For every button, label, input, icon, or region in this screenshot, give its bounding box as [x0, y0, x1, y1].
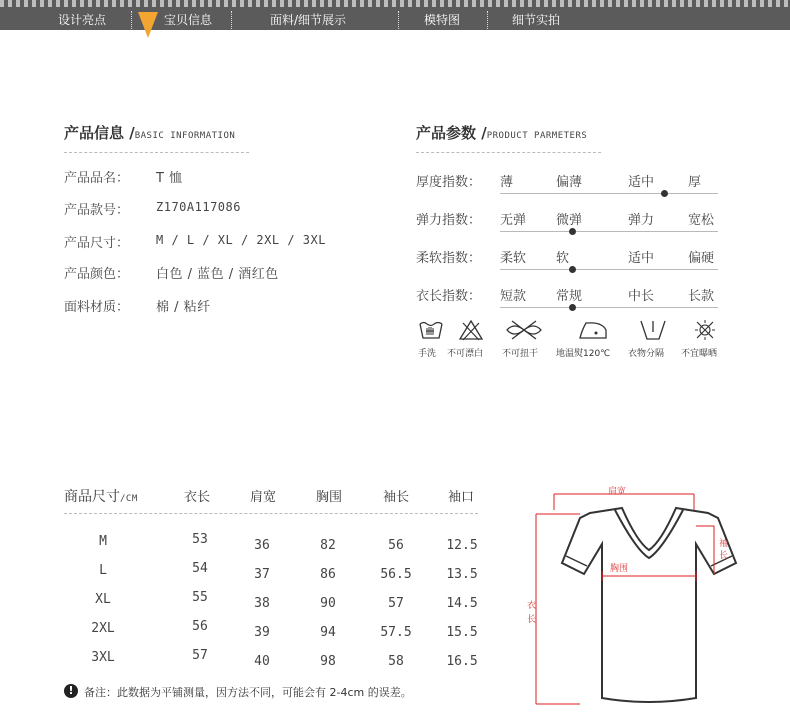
size-table-header: 衣长 — [184, 490, 211, 505]
no-bleach-icon — [458, 318, 484, 342]
scale-option: 长款 — [688, 289, 715, 304]
scale-indicator — [569, 304, 576, 311]
no-sun-icon — [692, 318, 718, 342]
tab-fabric-details[interactable]: 面料/细节展示 — [270, 13, 347, 27]
size-cell: 36 — [254, 538, 270, 553]
body-length-label-1: 衣 — [527, 601, 537, 611]
tab-divider — [398, 11, 399, 29]
scale-option: 弹力 — [628, 213, 655, 228]
info-label: 面料材质： — [64, 300, 130, 315]
tab-divider — [487, 11, 488, 29]
sleeve-length-label-1: 袖 — [719, 539, 729, 549]
tab-design-highlights[interactable]: 设计亮点 — [58, 13, 107, 27]
size-cell: 40 — [254, 654, 270, 669]
scale-label: 衣长指数： — [416, 289, 482, 304]
scale-option: 无弹 — [500, 213, 527, 228]
size-cell: 86 — [320, 567, 336, 582]
size-cell: 13.5 — [446, 567, 478, 582]
scale-track — [500, 269, 718, 270]
size-table-header: 袖长 — [383, 490, 410, 505]
info-label: 产品款号： — [64, 203, 130, 218]
scale-track — [500, 307, 718, 308]
scale-label: 弹力指数： — [416, 213, 482, 228]
size-table-header: 肩宽 — [250, 490, 277, 505]
hand-wash-icon — [418, 318, 444, 342]
scale-option: 中长 — [628, 289, 655, 304]
size-cell: 53 — [192, 532, 208, 547]
scale-option: 宽松 — [688, 213, 715, 228]
size-cell: 15.5 — [446, 625, 478, 640]
care-label: 不可扭干 — [502, 349, 539, 359]
size-cell: 57.5 — [380, 625, 412, 640]
scale-option: 适中 — [628, 175, 655, 190]
product-params-title: 产品参数 / — [416, 124, 487, 142]
size-cell: 90 — [320, 596, 336, 611]
scale-indicator — [569, 266, 576, 273]
chest-label: 胸围 — [610, 564, 629, 574]
size-table-header: 袖口 — [448, 490, 475, 505]
care-instructions — [416, 318, 736, 360]
body-length-label-2: 长 — [527, 615, 537, 625]
size-cell: 94 — [320, 625, 336, 640]
care-label: 手洗 — [418, 349, 437, 359]
size-cell: 14.5 — [446, 596, 478, 611]
size-label: M — [99, 534, 107, 549]
scale-label: 厚度指数： — [416, 175, 482, 190]
scale-option: 偏硬 — [688, 251, 715, 266]
info-label: 产品颜色： — [64, 267, 130, 282]
size-label: XL — [95, 592, 111, 607]
nav-decorative-border — [0, 0, 790, 7]
size-cell: 12.5 — [446, 538, 478, 553]
scale-option: 薄 — [500, 175, 514, 190]
sleeve-length-label-2: 长 — [719, 551, 729, 561]
divider — [64, 152, 249, 153]
size-cell: 82 — [320, 538, 336, 553]
tshirt-outline — [518, 478, 788, 708]
wash-separately-icon — [638, 318, 668, 342]
size-table-unit: /CM — [120, 494, 138, 504]
size-cell: 37 — [254, 567, 270, 582]
tab-model-photos[interactable]: 模特图 — [424, 13, 461, 27]
scale-option: 短款 — [500, 289, 527, 304]
care-label: 不宜曝晒 — [681, 349, 718, 359]
measurement-note: 备注：此数据为平铺测量，因方法不同，可能会有 2-4cm 的误差。 — [84, 686, 412, 699]
info-value: M / L / XL / 2XL / 3XL — [156, 233, 326, 247]
divider — [416, 152, 601, 153]
product-info-heading — [64, 122, 235, 143]
info-label: 产品尺寸： — [64, 236, 130, 251]
size-cell: 58 — [388, 654, 404, 669]
tab-divider — [131, 11, 132, 29]
care-label: 衣物分隔 — [628, 349, 665, 359]
shoulder-width-label: 肩宽 — [608, 487, 627, 497]
size-label: L — [99, 563, 107, 578]
product-params-heading — [416, 122, 587, 143]
info-value: T 恤 — [156, 171, 183, 186]
scale-track — [500, 193, 718, 194]
scale-option: 偏薄 — [556, 175, 583, 190]
info-value: Z170A117086 — [156, 200, 241, 214]
care-label: 地温熨120℃ — [556, 349, 611, 359]
size-cell: 56 — [192, 619, 208, 634]
product-info-title: 产品信息 / — [64, 124, 135, 142]
scale-option: 柔软 — [500, 251, 527, 266]
info-label: 产品品名： — [64, 171, 130, 186]
size-cell: 39 — [254, 625, 270, 640]
tshirt-measurement-diagram — [518, 478, 788, 708]
product-info-subtitle: BASIC INFORMATION — [134, 131, 236, 141]
scale-option: 厚 — [688, 175, 702, 190]
product-params-subtitle: PRODUCT PARMETERS — [486, 131, 588, 141]
care-label: 不可漂白 — [447, 349, 484, 359]
size-cell: 57 — [192, 648, 208, 663]
size-table-title-group — [64, 486, 138, 506]
tab-divider — [231, 11, 232, 29]
scale-option: 适中 — [628, 251, 655, 266]
size-cell: 16.5 — [446, 654, 478, 669]
scale-option: 软 — [556, 251, 570, 266]
size-table-header: 胸围 — [316, 490, 343, 505]
size-label: 2XL — [91, 621, 115, 636]
size-cell: 57 — [388, 596, 404, 611]
size-label: 3XL — [91, 650, 115, 665]
size-cell: 56.5 — [380, 567, 412, 582]
size-cell: 55 — [192, 590, 208, 605]
scale-track — [500, 231, 718, 232]
size-table-title: 商品尺寸 — [64, 489, 120, 505]
info-value: 白色 / 蓝色 / 酒红色 — [156, 267, 279, 282]
scale-indicator — [569, 228, 576, 235]
scale-indicator — [661, 190, 668, 197]
size-cell: 54 — [192, 561, 208, 576]
size-cell: 98 — [320, 654, 336, 669]
active-tab-marker — [138, 12, 158, 38]
low-iron-icon — [576, 318, 610, 342]
warning-icon: ! — [64, 684, 78, 698]
size-cell: 56 — [388, 538, 404, 553]
scale-option: 微弹 — [556, 213, 583, 228]
divider — [64, 513, 478, 514]
info-value: 棉 / 粘纤 — [156, 300, 211, 315]
scale-option: 常规 — [556, 289, 583, 304]
tab-product-info[interactable]: 宝贝信息 — [164, 13, 213, 27]
size-cell: 38 — [254, 596, 270, 611]
tab-detail-photos[interactable]: 细节实拍 — [512, 13, 561, 27]
scale-label: 柔软指数： — [416, 251, 482, 266]
no-wring-icon — [504, 318, 544, 342]
